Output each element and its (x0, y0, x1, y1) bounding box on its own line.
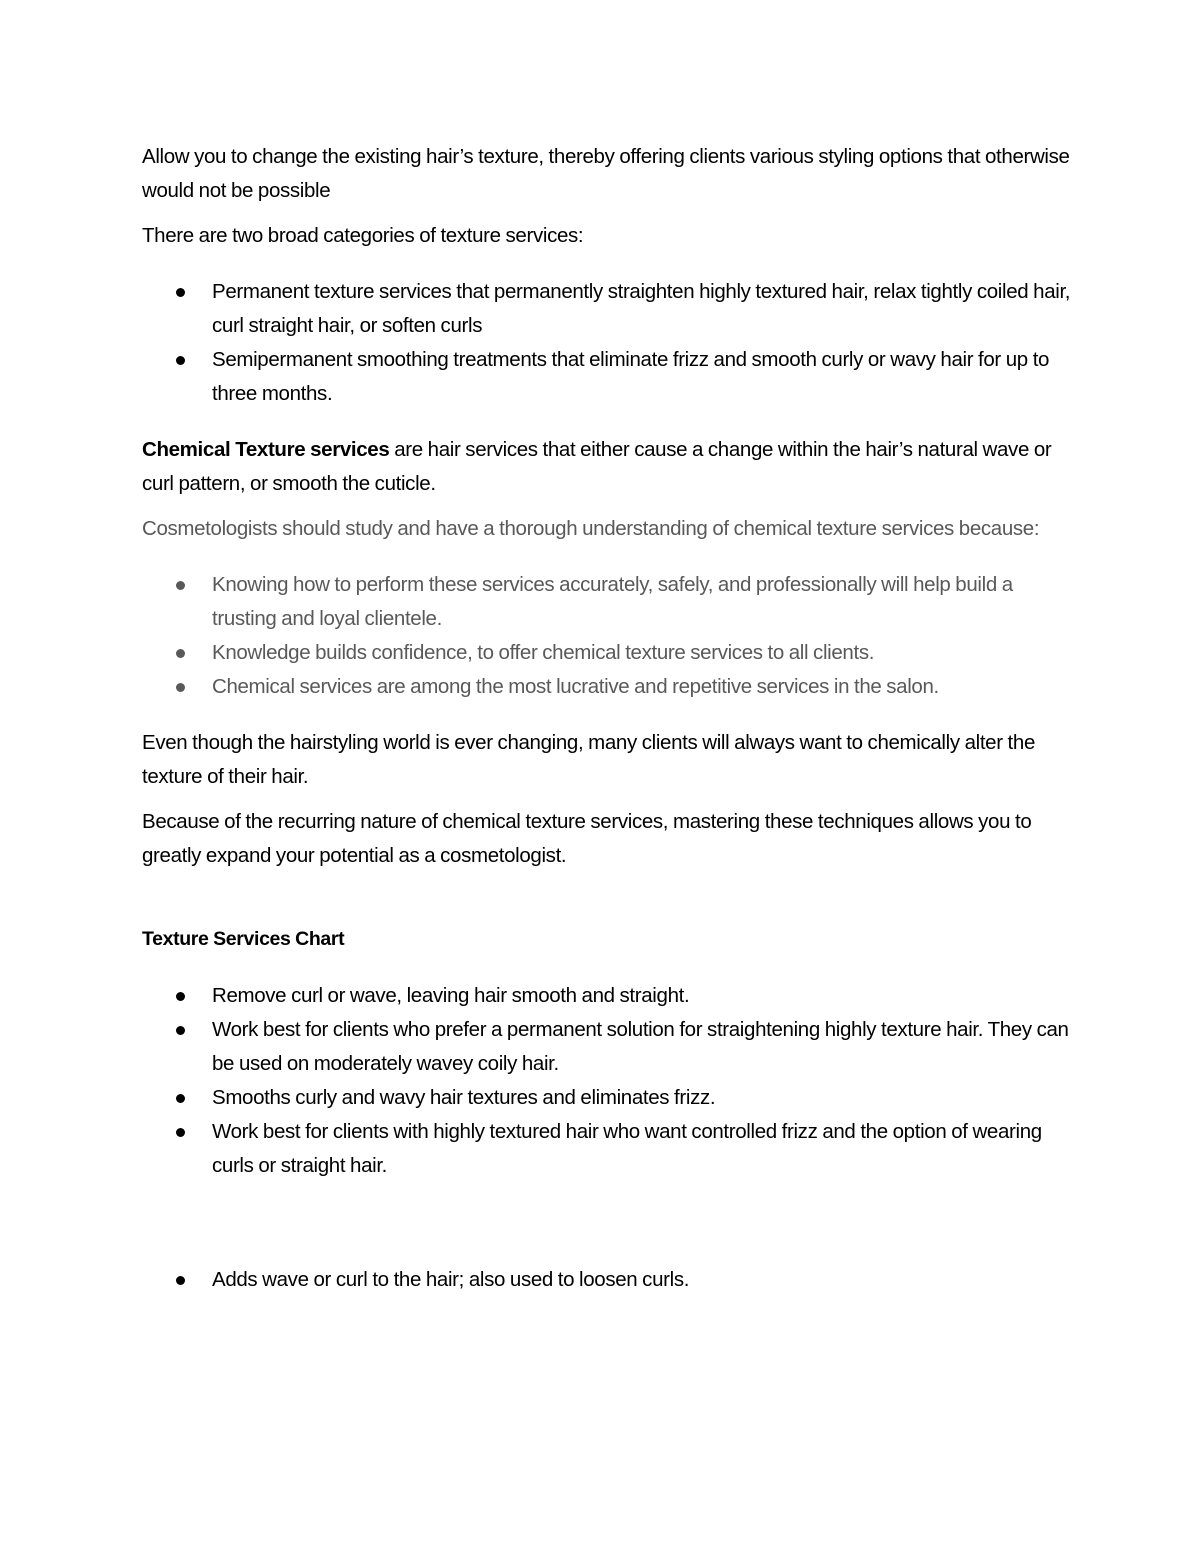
chart-title: Texture Services Chart (142, 928, 345, 950)
bullet-icon (176, 683, 185, 692)
bullet-icon (176, 649, 185, 658)
definition-term: Chemical Texture services (142, 438, 390, 461)
intro-paragraph: Allow you to change the existing hair’s texture, thereby offering clients various styling options that otherwise would not be possible (142, 145, 1070, 202)
list-item: Chemical services are among the most lucrative and repetitive services in the salon. (142, 670, 1072, 704)
list-item: Knowledge builds confidence, to offer chemical texture services to all clients. (142, 636, 1072, 670)
bullet-icon (176, 581, 185, 590)
bullet-icon (176, 1094, 185, 1103)
list-item: Knowing how to perform these services accurately, safely, and professionally will help build a trusting and loyal clientele. (142, 568, 1072, 636)
reasons-section (142, 512, 1072, 704)
bullet-icon (176, 1276, 185, 1285)
definition-paragraph (142, 433, 1072, 501)
bullet-icon (176, 1026, 185, 1035)
reasons-list (142, 568, 1072, 704)
definition-text: are hair services that either cause a change within the hair’s natural wave or curl pattern, or smooth the cuticle. (142, 438, 1052, 495)
list-item: Smooths curly and wavy hair textures and eliminates frizz. (142, 1081, 1072, 1115)
closing-paragraph-1: Even though the hairstyling world is ever changing, many clients will always want to chemically alter the texture of their hair. (142, 731, 1036, 788)
categories-intro: There are two broad categories of texture services: (142, 224, 584, 247)
chart-list-extra (142, 1263, 1072, 1297)
chart-list (142, 979, 1072, 1183)
list-item: Semipermanent smoothing treatments that eliminate frizz and smooth curly or wavy hair for up to three months. (142, 343, 1072, 411)
list-item: Permanent texture services that permanently straighten highly textured hair, relax tightly coiled hair, curl straight hair, or soften curls (142, 275, 1072, 343)
list-item: Adds wave or curl to the hair; also used to loosen curls. (142, 1263, 1072, 1297)
list-item: Remove curl or wave, leaving hair smooth and straight. (142, 979, 1072, 1013)
bullet-icon (176, 356, 185, 365)
list-item: Work best for clients with highly textured hair who want controlled frizz and the option of wearing curls or straight hair. (142, 1115, 1072, 1183)
list-item: Work best for clients who prefer a permanent solution for straightening highly texture hair. They can be used on moderately wavey coily hair. (142, 1013, 1072, 1081)
reasons-heading: Cosmetologists should study and have a thorough understanding of chemical texture services because: (142, 517, 1040, 540)
document-page (142, 140, 1072, 1297)
bullet-icon (176, 1128, 185, 1137)
closing-paragraph-2: Because of the recurring nature of chemical texture services, mastering these techniques allows you to greatly expand your potential as a cosmetologist. (142, 810, 1032, 867)
bullet-icon (176, 288, 185, 297)
categories-list (142, 275, 1072, 411)
bullet-icon (176, 992, 185, 1001)
